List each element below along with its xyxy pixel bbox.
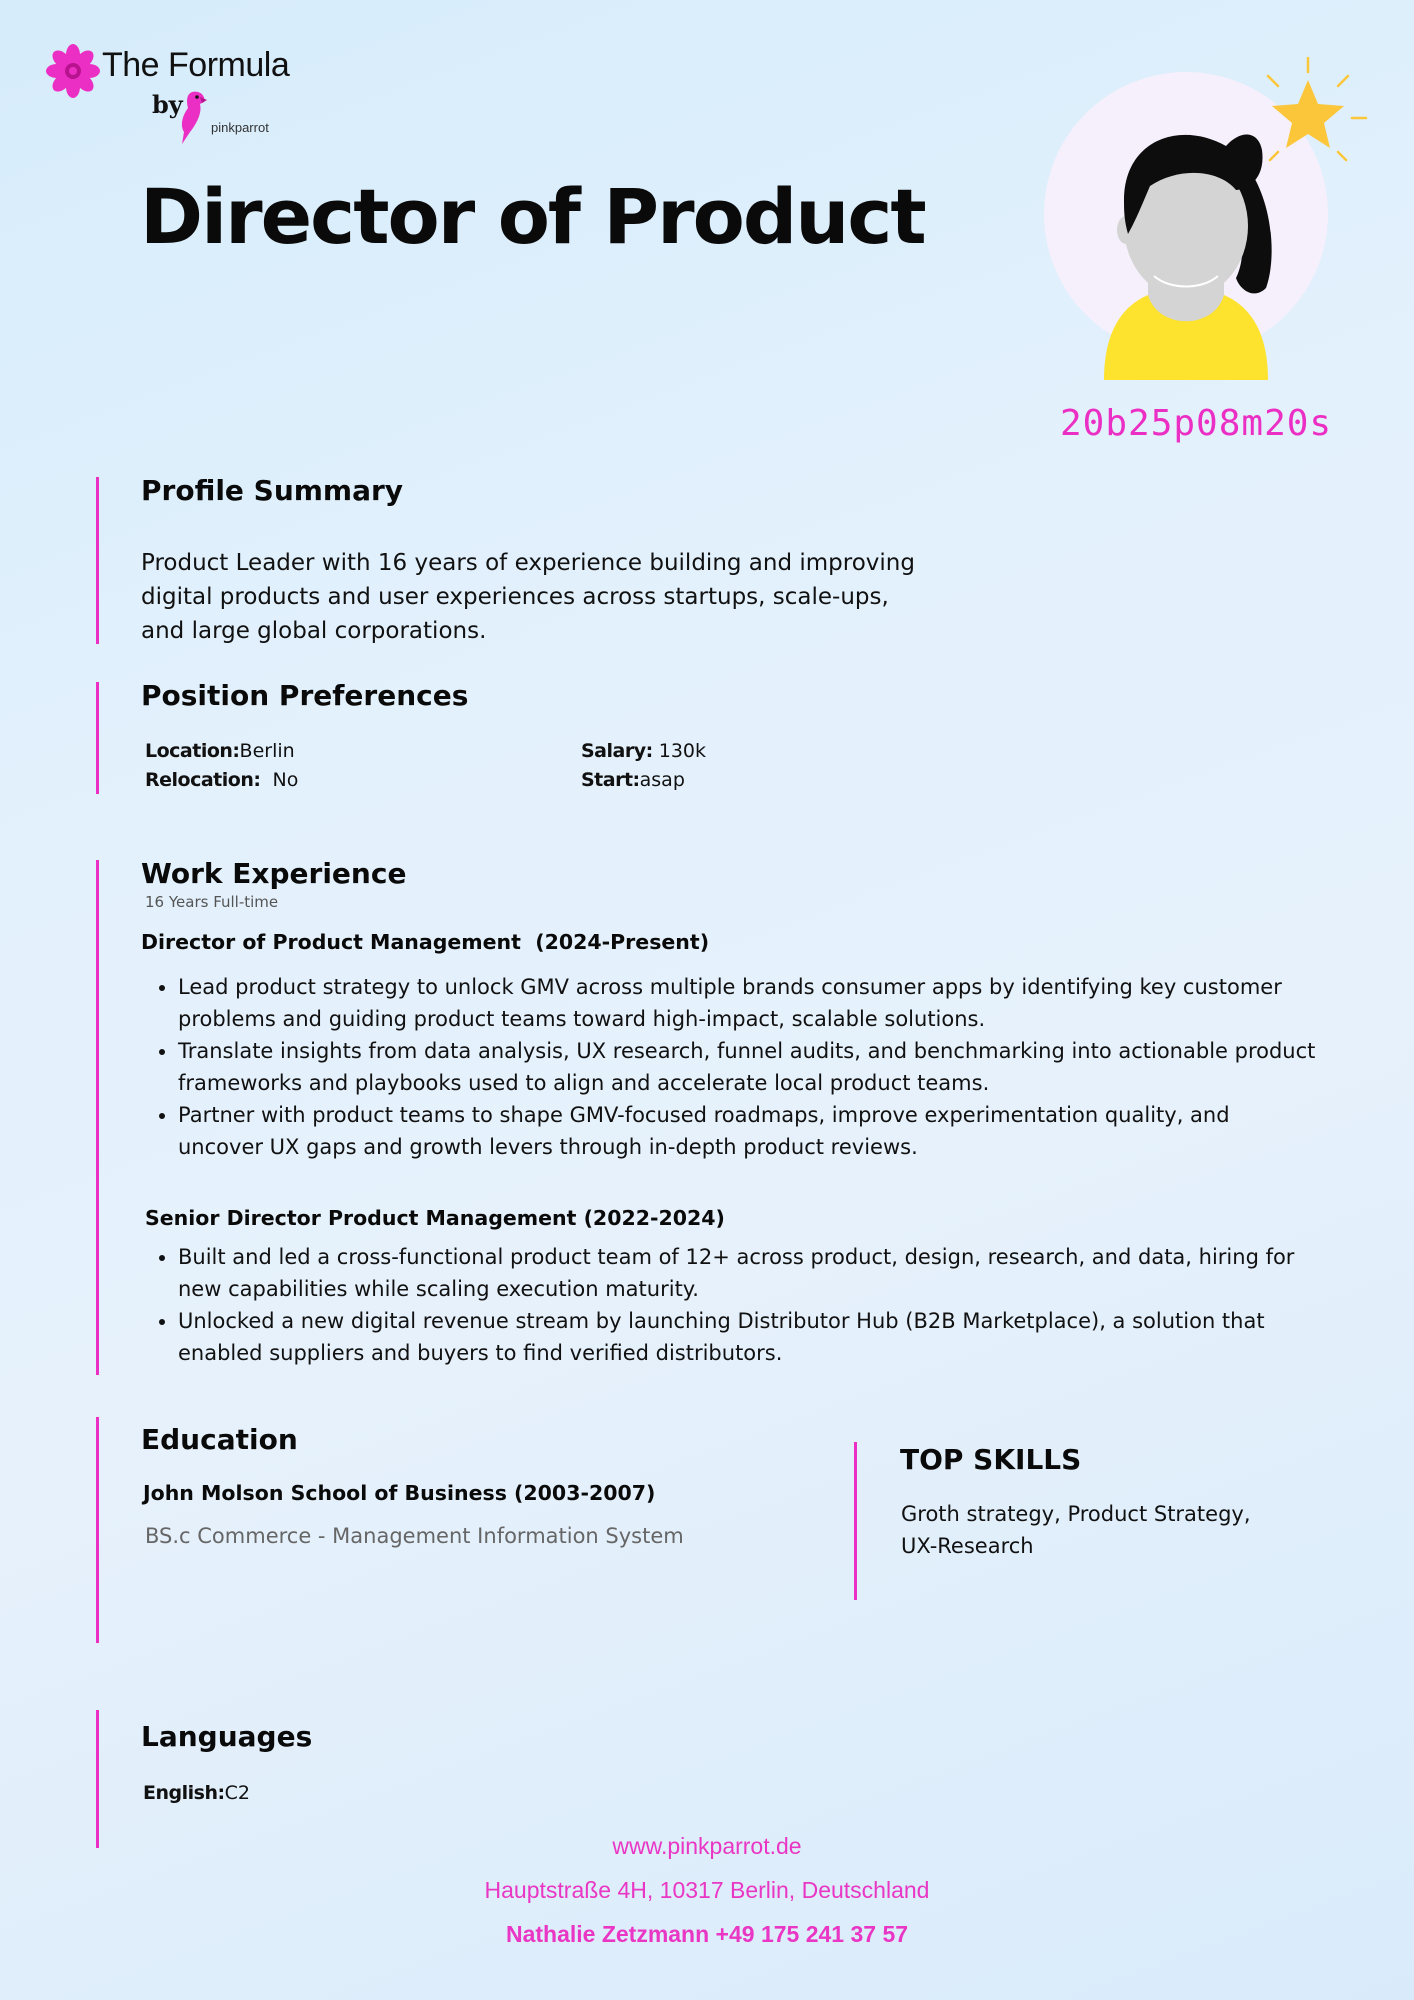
list-item: • Unlocked a new digital revenue stream by launching Distributor Hub (B2B Marketplace), a solution that enabled suppliers and buyers to find verified distributors. xyxy=(178,1305,1318,1369)
profile-line: and large global corporations. xyxy=(141,618,487,644)
pref-start xyxy=(581,769,685,791)
pref-location-label: Location: xyxy=(145,740,240,762)
pref-start-label: Start: xyxy=(581,769,640,791)
skills-line: UX-Research xyxy=(901,1534,1034,1558)
experience-heading: Work Experience xyxy=(141,857,407,890)
footer-address: Hauptstraße 4H, 10317 Berlin, Deutschland xyxy=(484,1877,930,1903)
pref-salary-label: Salary: xyxy=(581,740,653,762)
pref-salary xyxy=(581,740,706,762)
profile-summary xyxy=(141,546,915,648)
job-title: Senior Director Product Management (2022-2024) xyxy=(145,1206,725,1230)
parrot-icon xyxy=(176,88,210,146)
section-bar-education xyxy=(96,1417,99,1643)
footer xyxy=(0,1830,1414,1948)
job-bullets xyxy=(142,971,1318,1163)
preferences-heading: Position Preferences xyxy=(141,679,469,712)
pref-relocation-label: Relocation: xyxy=(145,769,261,791)
section-bar-experience xyxy=(96,860,99,1375)
star-icon xyxy=(1240,54,1370,174)
candidate-code: 20b25p08m20s xyxy=(1060,403,1333,444)
list-item: • Lead product strategy to unlock GMV across multiple brands consumer apps by identifying key customer problems and guiding product teams toward high-impact, scalable solutions. xyxy=(178,971,1318,1035)
list-item: • Translate insights from data analysis, UX research, funnel audits, and benchmarking into actionable product frameworks and playbooks used to align and accelerate local product teams. xyxy=(178,1035,1318,1099)
pref-relocation-value: No xyxy=(272,769,299,791)
skills-heading: TOP SKILLS xyxy=(900,1443,1082,1476)
brand-title: The Formula xyxy=(102,46,290,84)
footer-website[interactable]: www.pinkparrot.de xyxy=(612,1833,802,1859)
education-school: John Molson School of Business (2003-2007) xyxy=(143,1481,656,1505)
job-bullets xyxy=(142,1241,1318,1369)
section-bar-profile xyxy=(96,477,99,644)
experience-subtitle: 16 Years Full-time xyxy=(145,893,279,911)
pref-salary-value: 130k xyxy=(658,740,707,762)
profile-line: digital products and user experiences across startups, scale-ups, xyxy=(141,584,889,610)
flower-icon xyxy=(46,44,100,98)
profile-line: Product Leader with 16 years of experience building and improving xyxy=(141,550,915,576)
lang-english-value: C2 xyxy=(224,1782,250,1804)
education-heading: Education xyxy=(141,1423,298,1456)
brand-logo xyxy=(46,42,306,152)
lang-english xyxy=(143,1782,250,1804)
section-bar-preferences xyxy=(96,682,99,794)
pref-relocation xyxy=(145,769,298,791)
pref-start-value: asap xyxy=(639,769,685,791)
avatar xyxy=(1040,50,1370,390)
brand-sub: pinkparrot xyxy=(211,120,269,135)
skills-list xyxy=(901,1498,1251,1562)
languages-heading: Languages xyxy=(141,1720,313,1753)
brand-by: by xyxy=(152,90,183,119)
list-item: • Partner with product teams to shape GMV-focused roadmaps, improve experimentation quality, and uncover UX gaps and growth levers through in-depth product reviews. xyxy=(178,1099,1318,1163)
document-title: Director of Product xyxy=(140,172,925,261)
education-degree: BS.c Commerce - Management Information System xyxy=(145,1524,684,1548)
section-bar-languages xyxy=(96,1710,99,1848)
list-item: • Built and led a cross-functional product team of 12+ across product, design, research, and data, hiring for new capabilities while scaling execution maturity. xyxy=(178,1241,1318,1305)
skills-line: Groth strategy, Product Strategy, xyxy=(901,1502,1251,1526)
job-title: Director of Product Management (2024-Present) xyxy=(141,930,710,954)
pref-location-value: Berlin xyxy=(239,740,295,762)
footer-contact: Nathalie Zetzmann +49 175 241 37 57 xyxy=(505,1921,909,1947)
section-bar-skills xyxy=(854,1442,857,1600)
lang-english-label: English: xyxy=(143,1782,225,1804)
profile-heading: Profile Summary xyxy=(141,474,404,507)
pref-location xyxy=(145,740,295,762)
